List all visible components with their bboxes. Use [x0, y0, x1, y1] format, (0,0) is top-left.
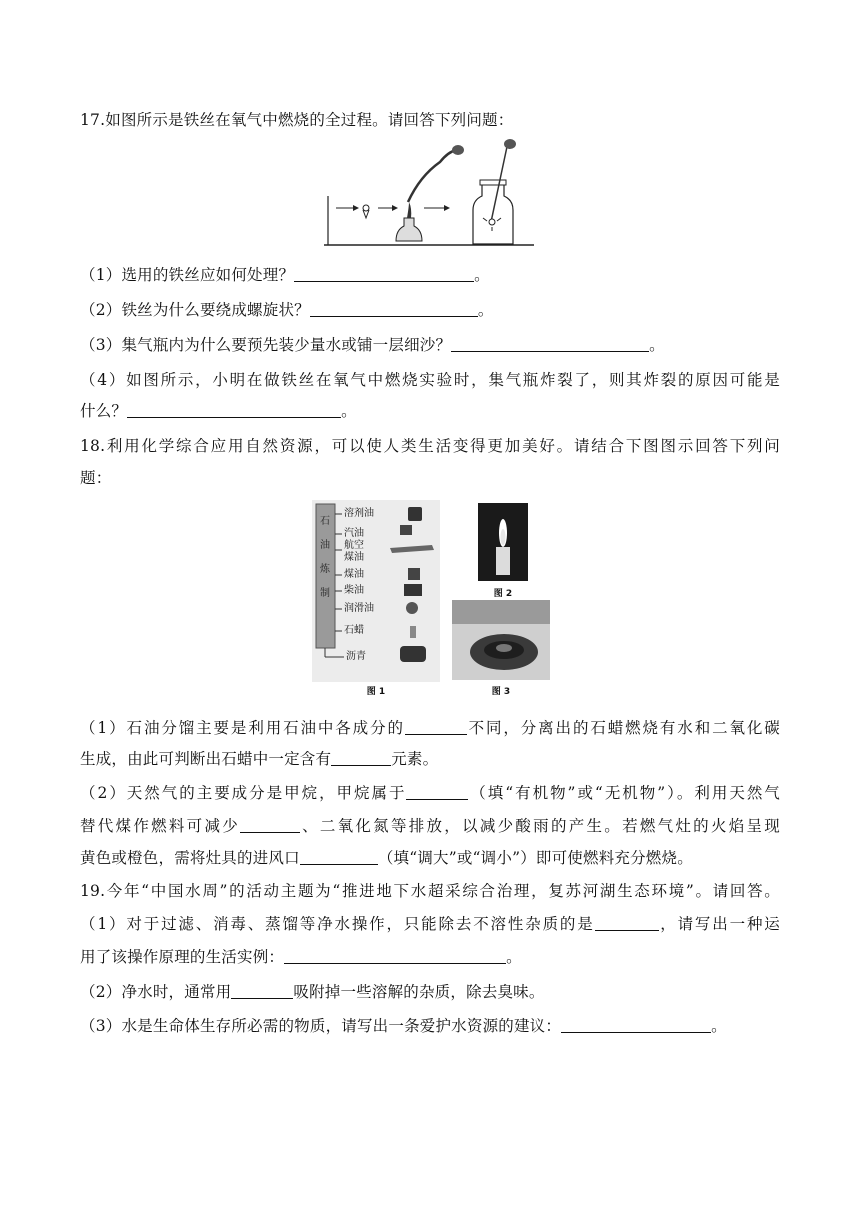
figure-3-caption: 图 3	[491, 687, 511, 697]
q18-title-line1: 18.利用化学综合应用自然资源，可以使人类生活变得更加美好。请结合下图图示回答下列问	[80, 437, 780, 455]
answer-blank[interactable]	[406, 785, 468, 800]
answer-blank[interactable]	[451, 337, 649, 352]
q18-item-2-line1: （2）天然气的主要成分是甲烷，甲烷属于 （填“有机物”或“无机物”）。利用天然气	[80, 784, 780, 802]
q18-item-2-line2: 替代煤作燃料可减少 、二氧化氮等排放，以减少酸雨的产生。若燃气灶的火焰呈现	[80, 817, 780, 835]
q17-title: 17.如图所示是铁丝在氧气中燃烧的全过程。请回答下列问题：	[80, 111, 514, 129]
q18-title-line2: 题：	[80, 469, 112, 487]
q18-item-1-line1: （1）石油分馏主要是利用石油中各成分的 不同，分离出的石蜡燃烧有水和二氧化碳	[80, 719, 780, 737]
q19-item-1-line1: （1）对于过滤、消毒、蒸馏等净水操作，只能除去不溶性杂质的是 ，请写出一种运	[80, 915, 780, 933]
answer-blank[interactable]	[405, 720, 467, 735]
q17-item-1: （1）选用的铁丝应如何处理？ 。	[80, 266, 490, 284]
product-label: 航空煤油	[344, 540, 364, 563]
answer-blank[interactable]	[231, 984, 293, 999]
gas-stove-figure	[452, 600, 550, 696]
q19-title: 19.今年“中国水周”的活动主题为“推进地下水超采综合治理，复苏河湖生态环境”。请回答。	[80, 882, 780, 900]
answer-blank[interactable]	[284, 949, 506, 964]
product-label: 沥青	[346, 651, 366, 662]
q19-item-3: （3）水是生命体生存所必需的物质，请写出一条爱护水资源的建议： 。	[80, 1017, 727, 1035]
q19-item-2: （2）净水时，通常用 吸附掉一些溶解的杂质，除去臭味。	[80, 983, 545, 1001]
figure-2-caption: 图 2	[493, 589, 513, 599]
candle-figure	[478, 503, 528, 599]
q17-item-2: （2）铁丝为什么要绕成螺旋状？ 。	[80, 301, 494, 319]
product-label: 汽油	[344, 528, 364, 539]
answer-blank[interactable]	[127, 403, 341, 418]
q19-item-1-line2: 用了该操作原理的生活实例： 。	[80, 948, 522, 966]
answer-blank[interactable]	[310, 302, 478, 317]
product-label: 煤油	[344, 569, 364, 580]
answer-blank[interactable]	[240, 818, 300, 833]
figure-1-caption: 图 1	[366, 687, 386, 697]
q17-item-4-line2: 什么？ 。	[80, 402, 357, 420]
q18-item-1-line2: 生成，由此可判断出石蜡中一定含有 元素。	[80, 750, 439, 768]
product-label: 石蜡	[344, 625, 364, 636]
q17-item-3: （3）集气瓶内为什么要预先装少量水或铺一层细沙？ 。	[80, 336, 665, 354]
refining-label: 石油炼制	[320, 516, 330, 599]
q18-item-2-line3: 黄色或橙色，需将灶具的进风口 （填“调大”或“调小”）即可使燃料充分燃烧。	[80, 849, 693, 867]
q17-item-4-line1: （4）如图所示，小明在做铁丝在氧气中燃烧实验时，集气瓶炸裂了，则其炸裂的原因可能是	[80, 371, 780, 389]
product-label: 溶剂油	[344, 508, 374, 519]
iron-wire-combustion-figure	[320, 138, 540, 250]
answer-blank[interactable]	[595, 916, 659, 931]
petroleum-refining-figure	[312, 500, 440, 696]
product-label: 润滑油	[344, 603, 374, 614]
answer-blank[interactable]	[294, 267, 474, 282]
answer-blank[interactable]	[561, 1018, 711, 1033]
product-label: 柴油	[344, 585, 364, 596]
answer-blank[interactable]	[331, 751, 391, 766]
answer-blank[interactable]	[300, 850, 378, 865]
